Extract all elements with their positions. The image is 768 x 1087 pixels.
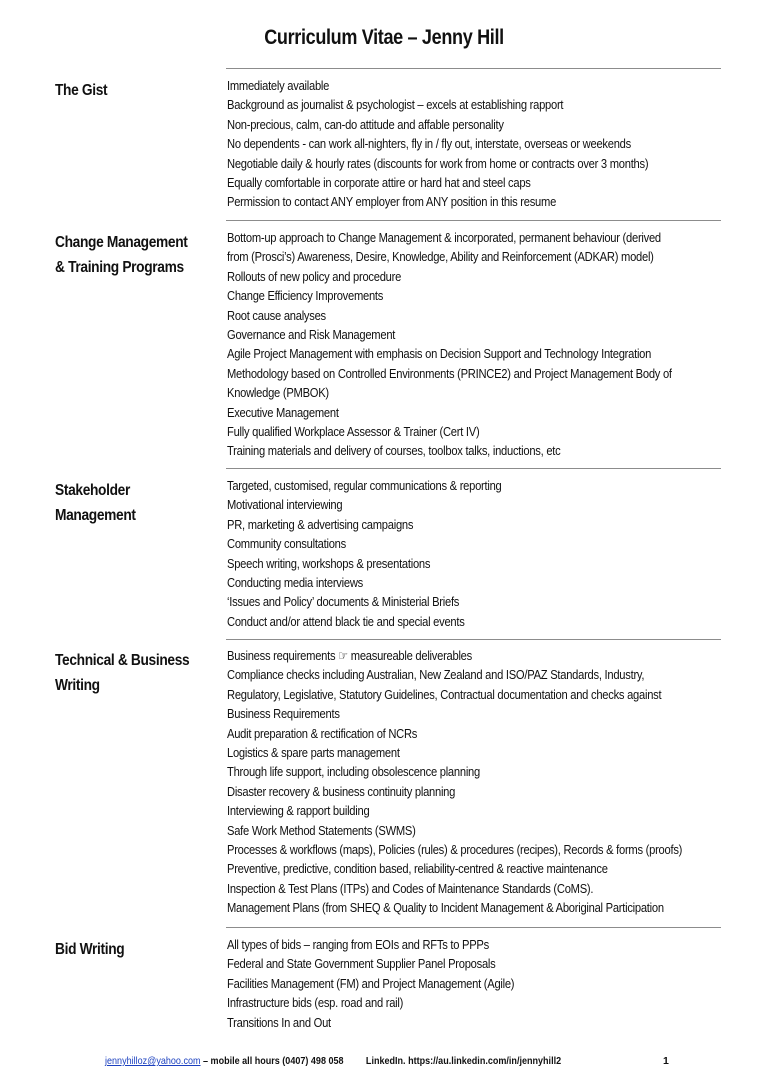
section-items bbox=[227, 228, 768, 461]
section-item: All types of bids – ranging from EOIs and RFTs to PPPs bbox=[227, 937, 489, 952]
section-item: Interviewing & rapport building bbox=[227, 803, 370, 819]
section-item: Federal and State Government Supplier Panel Proposals bbox=[227, 956, 496, 972]
section-heading bbox=[55, 230, 193, 280]
section-items bbox=[227, 76, 768, 212]
email-link[interactable]: jennyhilloz@yahoo.com bbox=[105, 1055, 201, 1067]
section-heading-line: Management bbox=[55, 507, 136, 524]
section-item: Conducting media interviews bbox=[227, 574, 363, 590]
section-item: Negotiable daily & hourly rates (discounts for work from home or contracts over 3 months) bbox=[227, 155, 649, 171]
section-item: from (Prosci’s) Awareness, Desire, Knowledge, Ability and Reinforcement (ADKAR) model) bbox=[227, 249, 654, 265]
section-heading bbox=[55, 648, 193, 698]
section-item: Change Efficiency Improvements bbox=[227, 288, 384, 304]
linkedin-url[interactable]: https://au.linkedin.com/in/jennyhill2 bbox=[405, 1055, 562, 1067]
section-item: Speech writing, workshops & presentations bbox=[227, 555, 431, 571]
section-item: Community consultations bbox=[227, 536, 346, 552]
section-item: Facilities Management (FM) and Project Management (Agile) bbox=[227, 975, 515, 991]
section-item: Regulatory, Legislative, Statutory Guidelines, Contractual documentation and checks against bbox=[227, 686, 662, 702]
section-item: Executive Management bbox=[227, 404, 339, 420]
section-item: Transitions In and Out bbox=[227, 1014, 331, 1030]
page-number: 1 bbox=[663, 1055, 669, 1067]
section-item: Agile Project Management with emphasis on Decision Support and Technology Integration bbox=[227, 346, 652, 362]
section-item: Equally comfortable in corporate attire or hard hat and steel caps bbox=[227, 174, 531, 190]
section-item: Targeted, customised, regular communications & reporting bbox=[227, 478, 502, 493]
section-item: Inspection & Test Plans (ITPs) and Codes of Maintenance Standards (CoMS). bbox=[227, 880, 594, 896]
mobile-text: – mobile all hours (0407) 498 058 bbox=[200, 1055, 344, 1067]
section-item: Non-precious, calm, can-do attitude and affable personality bbox=[227, 116, 504, 132]
section-item: No dependents - can work all-nighters, fly in / fly out, interstate, overseas or weekends bbox=[227, 136, 631, 152]
section-heading-line: Writing bbox=[55, 677, 100, 694]
section-heading-line: Technical & Business bbox=[55, 652, 190, 669]
section-items bbox=[227, 476, 768, 631]
section-item: Disaster recovery & business continuity planning bbox=[227, 783, 456, 799]
section-heading bbox=[55, 478, 193, 528]
footer-contact bbox=[105, 1055, 561, 1067]
section-heading-line: Stakeholder bbox=[55, 482, 130, 499]
section-item: Methodology based on Controlled Environments (PRINCE2) and Project Management Body of bbox=[227, 365, 672, 381]
divider-rule bbox=[226, 468, 721, 469]
section-item: Business requirements ☞ measureable deliverables bbox=[227, 648, 472, 663]
section-item: Logistics & spare parts management bbox=[227, 744, 400, 760]
section-item: Training materials and delivery of courses, toolbox talks, inductions, etc bbox=[227, 443, 561, 459]
section-item: PR, marketing & advertising campaigns bbox=[227, 516, 414, 532]
section-item: Infrastructure bids (esp. road and rail) bbox=[227, 995, 404, 1011]
section-item: Preventive, predictive, condition based, reliability-centred & reactive maintenance bbox=[227, 861, 608, 877]
section-item: Safe Work Method Statements (SWMS) bbox=[227, 822, 416, 838]
section-heading bbox=[55, 937, 193, 962]
section-item: Knowledge (PMBOK) bbox=[227, 385, 329, 401]
linkedin-label: LinkedIn. bbox=[365, 1055, 406, 1067]
section-item: Rollouts of new policy and procedure bbox=[227, 268, 402, 284]
section-item: Root cause analyses bbox=[227, 307, 326, 323]
divider-rule bbox=[226, 68, 721, 69]
section-item: ‘Issues and Policy’ documents & Ministerial Briefs bbox=[227, 594, 460, 610]
section-item: Business Requirements bbox=[227, 706, 340, 722]
document-title: Curriculum Vitae – Jenny Hill bbox=[264, 26, 504, 49]
section-items bbox=[227, 646, 768, 917]
section-heading-line: Change Management bbox=[55, 234, 188, 251]
section-item: Permission to contact ANY employer from ANY position in this resume bbox=[227, 194, 557, 210]
section-item: Motivational interviewing bbox=[227, 497, 343, 513]
section-item: Conduct and/or attend black tie and special events bbox=[227, 613, 465, 629]
section-item: Through life support, including obsolescence planning bbox=[227, 764, 480, 780]
divider-rule bbox=[226, 927, 721, 928]
section-item: Fully qualified Workplace Assessor & Trainer (Cert IV) bbox=[227, 423, 480, 439]
section-item: Bottom-up approach to Change Management & incorporated, permanent behaviour (derived bbox=[227, 230, 661, 245]
section-items bbox=[227, 935, 768, 1032]
section-item: Governance and Risk Management bbox=[227, 326, 396, 342]
section-heading-line: The Gist bbox=[55, 82, 108, 99]
section-heading-line: & Training Programs bbox=[55, 259, 184, 276]
section-item: Immediately available bbox=[227, 78, 330, 93]
divider-rule bbox=[226, 220, 721, 221]
section-item: Processes & workflows (maps), Policies (rules) & procedures (recipes), Records & forms (proofs) bbox=[227, 841, 683, 857]
section-item: Compliance checks including Australian, New Zealand and ISO/PAZ Standards, Industry, bbox=[227, 667, 645, 683]
section-heading-line: Bid Writing bbox=[55, 941, 125, 958]
section-item: Background as journalist & psychologist – excels at establishing rapport bbox=[227, 97, 564, 113]
divider-rule bbox=[226, 639, 721, 640]
section-item: Management Plans (from SHEQ & Quality to Incident Management & Aboriginal Participation bbox=[227, 900, 664, 916]
section-item: Audit preparation & rectification of NCRs bbox=[227, 725, 418, 741]
section-heading bbox=[55, 78, 193, 103]
